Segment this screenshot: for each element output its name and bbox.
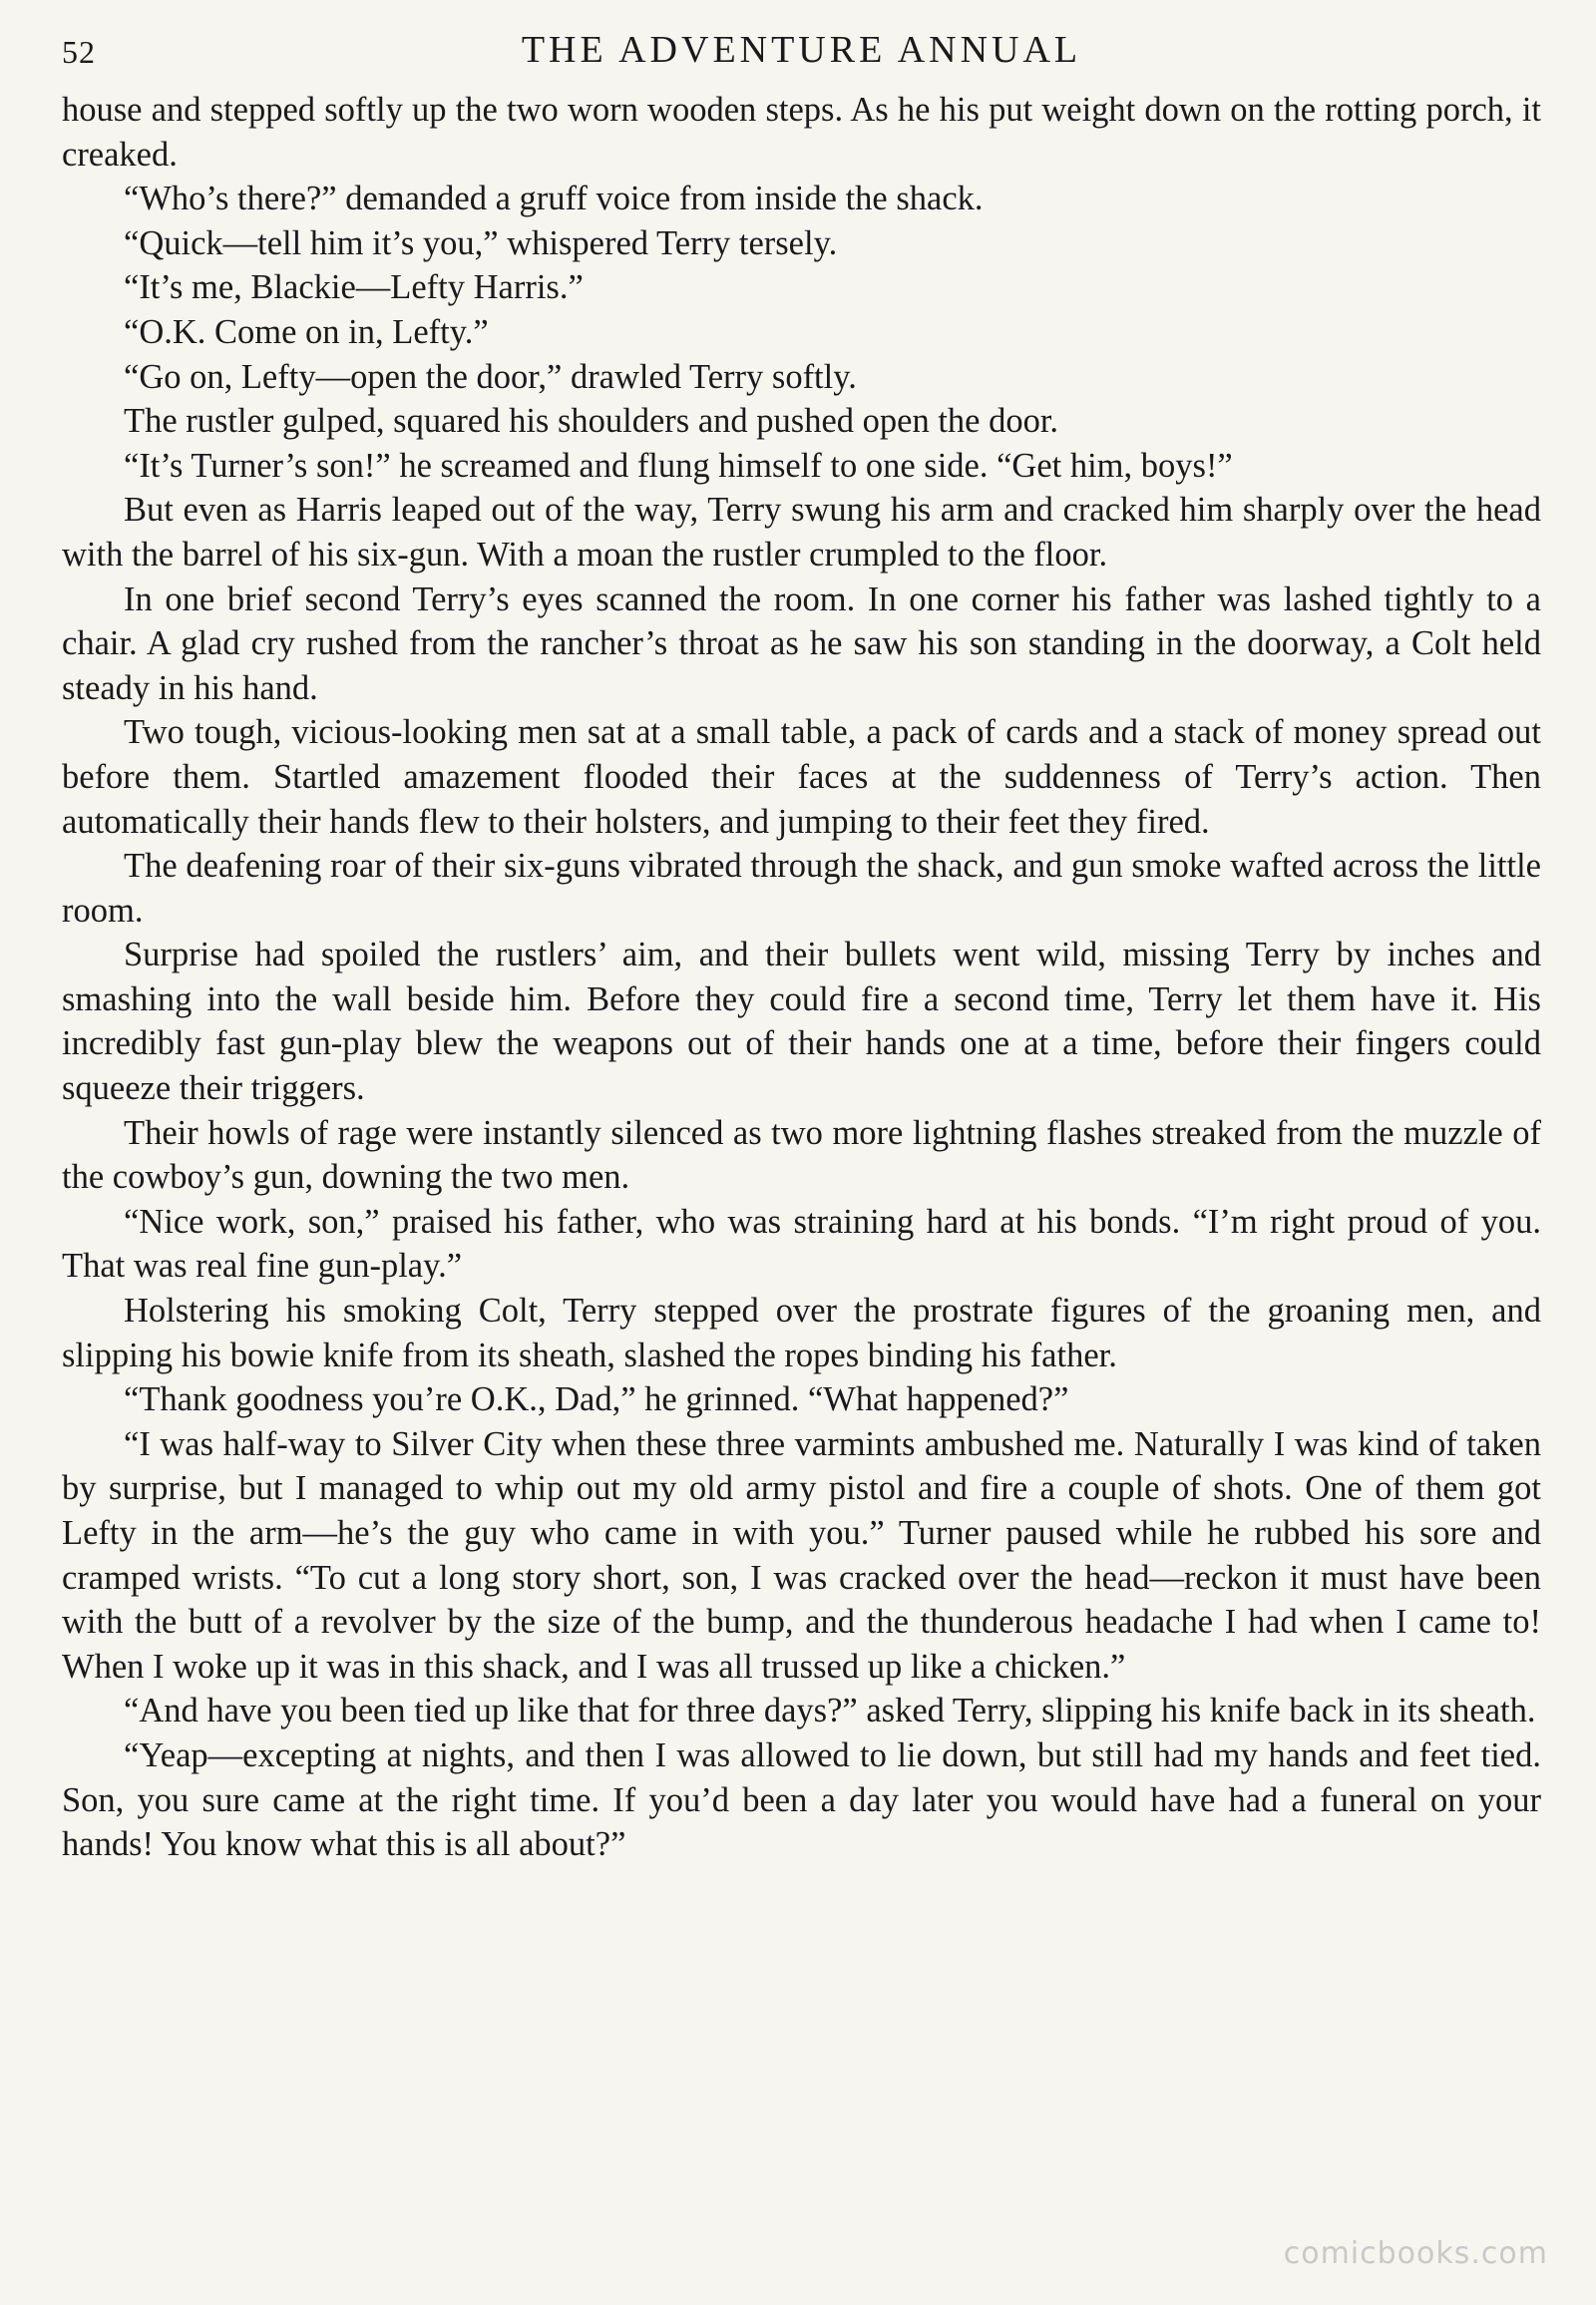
paragraph: “And have you been tied up like that for three days?” asked Terry, slipping his knife back in its sheath.	[124, 1692, 1536, 1730]
paragraph: Two tough, vicious-looking men sat at a small table, a pack of cards and a stack of money spread out before them. Startled amazement flooded their faces at the suddenness of Terry’s action. Then automatically their hands flew to their holsters, and jumping to their feet they fired.	[62, 713, 1541, 841]
paragraph: Holstering his smoking Colt, Terry stepped over the prostrate figures of the groaning men, and slipping his bowie knife from its sheath, slashed the ropes binding his father.	[62, 1292, 1541, 1374]
paragraph: “O.K. Come on in, Lefty.”	[124, 312, 489, 351]
paragraph: “Yeap—excepting at nights, and then I was allowed to lie down, but still had my hands and feet tied. Son, you sure came at the right time. If you’d been a day later you would have had a funeral on your hands! You know what this is all about?”	[62, 1735, 1541, 1864]
paragraph: “It’s Turner’s son!” he screamed and flung himself to one side. “Get him, boys!”	[124, 446, 1233, 485]
paragraph: In one brief second Terry’s eyes scanned the room. In one corner his father was lashed tightly to a chair. A glad cry rushed from the rancher’s throat as he saw his son standing in the doorway, a Colt held steady in his hand.	[62, 579, 1541, 707]
running-title: THE ADVENTURE ANNUAL	[521, 29, 1082, 71]
paragraph: “Thank goodness you’re O.K., Dad,” he grinned. “What happened?”	[124, 1380, 1069, 1419]
paragraph: “Go on, Lefty—open the door,” drawled Terry softly.	[124, 357, 857, 396]
page-number: 52	[62, 34, 96, 70]
paragraph: Their howls of rage were instantly silenced as two more lightning flashes streaked from the muzzle of the cowboy’s gun, downing the two men.	[62, 1113, 1541, 1197]
paragraph: “Nice work, son,” praised his father, who was straining hard at his bonds. “I’m right proud of you. That was real fine gun-play.”	[62, 1202, 1541, 1286]
paragraph: “Quick—tell him it’s you,” whispered Terry tersely.	[124, 223, 838, 262]
paragraph: The rustler gulped, squared his shoulders and pushed open the door.	[124, 402, 1059, 441]
paragraph: But even as Harris leaped out of the way, Terry swung his arm and cracked him sharply over the head with the barrel of his six-gun. With a moan the rustler crumpled to the floor.	[62, 491, 1541, 574]
paragraph: Surprise had spoiled the rustlers’ aim, and their bullets went wild, missing Terry by inches and smashing into the wall beside him. Before they could fire a second time, Terry let them have it. His incredibly fast gun-play blew the weapons out of their hands one at a time, before their fingers could squeeze their triggers.	[62, 936, 1541, 1108]
page-header	[62, 28, 1541, 78]
paragraph: “It’s me, Blackie—Lefty Harris.”	[124, 268, 584, 307]
site-watermark: comicbooks.com	[1283, 2236, 1548, 2271]
paragraph: The deafening roar of their six-guns vibrated through the shack, and gun smoke wafted across the little room.	[62, 847, 1541, 930]
paragraph: “I was half-way to Silver City when these three varmints ambushed me. Naturally I was kind of taken by surprise, but I managed to whip out my old army pistol and fire a couple of shots. One of them got Lefty in the arm—he’s the guy who came in with you.” Turner paused while he rubbed his sore and cramped wrists. “To cut a long story short, son, I was cracked over the head—reckon it must have been with the butt of a revolver by the size of the bump, and the thunderous headache I had when I came to! When I woke up it was in this shack, and I was all trussed up like a chicken.”	[62, 1424, 1541, 1686]
story-text	[62, 88, 1541, 1867]
paragraph: “Who’s there?” demanded a gruff voice from inside the shack.	[124, 180, 984, 218]
paragraph: house and stepped softly up the two worn wooden steps. As he his put weight down on the rotting porch, it creaked.	[62, 91, 1541, 174]
